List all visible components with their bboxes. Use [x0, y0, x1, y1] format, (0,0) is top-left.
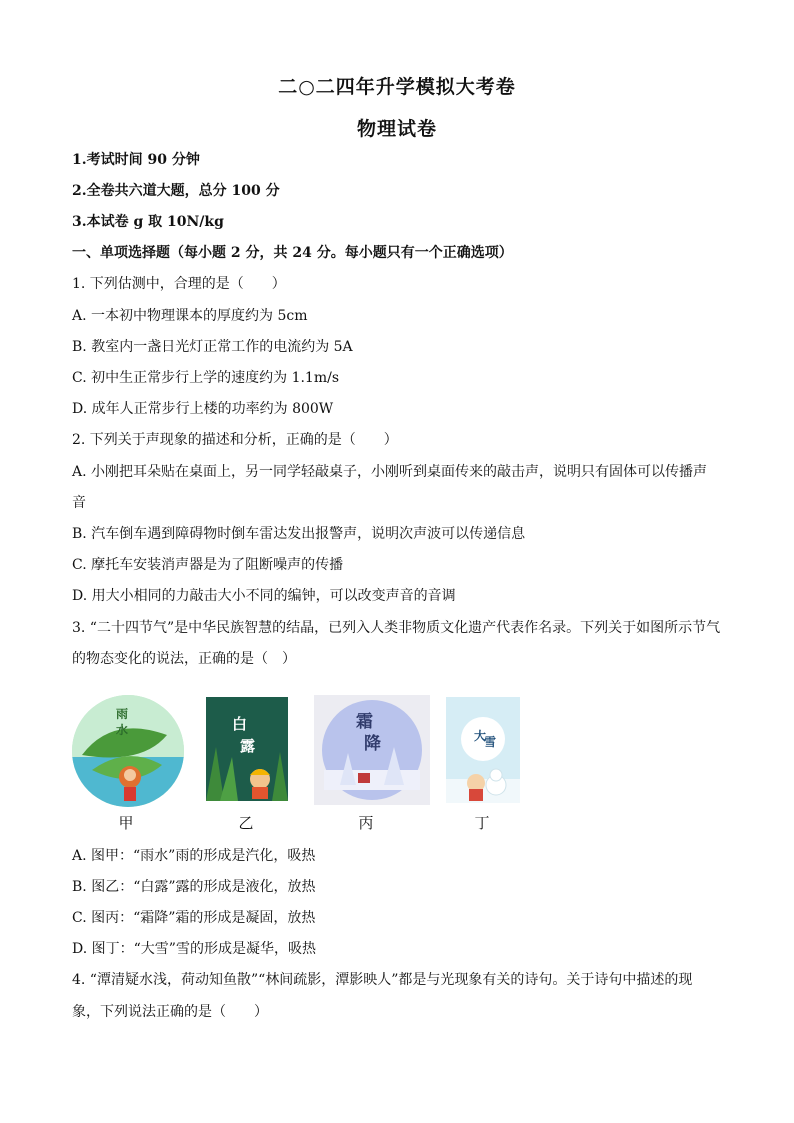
- q4-stem-line2: 象，下列说法正确的是（ ）: [72, 1004, 268, 1020]
- q2-option-b: B. 汽车倒车遇到障碍物时倒车雷达发出报警声，说明次声波可以传递信息: [72, 526, 526, 542]
- figure-caption-jia: 甲: [118, 814, 134, 832]
- q4-stem-line1: 4. “潭清疑水浅，荷动知鱼散”“林间疏影，潭影映人”都是与光现象有关的诗句。关于诗句中描述的现: [72, 972, 693, 988]
- q2-option-a-line1: A. 小刚把耳朵贴在桌面上，另一同学轻敲桌子，小刚听到桌面传来的敲击声，说明只有固体可以传播声: [72, 464, 708, 480]
- figure-yi-text-1: 白: [232, 715, 248, 733]
- q3-option-c: C. 图丙：“霜降”霜的形成是凝固，放热: [72, 910, 316, 926]
- q3-option-b: B. 图乙：“白露”露的形成是液化，放热: [72, 879, 316, 895]
- q1-option-b: B. 教室内一盏日光灯正常工作的电流约为 5A: [72, 339, 353, 355]
- figure-caption-yi: 乙: [238, 814, 254, 832]
- figure-yi-image: [206, 697, 288, 801]
- note-1: 1.考试时间 90 分钟: [72, 152, 200, 168]
- q1-option-c: C. 初中生正常步行上学的速度约为 1.1m/s: [72, 370, 340, 386]
- figure-jia-image: [72, 695, 184, 807]
- q2-option-a-line2: 音: [72, 495, 86, 511]
- figure-ding-text-2: 雪: [484, 735, 497, 749]
- q1-option-d: D. 成年人正常步行上楼的功率约为 800W: [72, 401, 334, 417]
- figure-bing-image: [314, 695, 430, 805]
- figure-jia-text-1: 雨: [116, 707, 129, 721]
- figure-bing-text-1: 霜: [356, 712, 373, 732]
- q1-stem: 1. 下列估测中，合理的是（ ）: [72, 276, 286, 292]
- figure-bing-text-2: 降: [364, 734, 381, 754]
- figure-yi-text-2: 露: [240, 737, 256, 755]
- figure-ding-text-1: 大: [474, 729, 487, 743]
- figure-caption-bing: 丙: [358, 814, 374, 832]
- exam-subtitle: 物理试卷: [356, 118, 437, 140]
- section-heading: 一、单项选择题（每小题 2 分，共 24 分。每小题只有一个正确选项）: [72, 245, 513, 261]
- q3-option-d: D. 图丁：“大雪”雪的形成是凝华，吸热: [72, 941, 316, 957]
- q2-option-c: C. 摩托车安装消声器是为了阻断噪声的传播: [72, 557, 344, 573]
- note-3: 3.本试卷 g 取 10N/kg: [72, 214, 224, 230]
- q1-option-a: A. 一本初中物理课本的厚度约为 5cm: [72, 308, 308, 324]
- figure-ding-image: [446, 697, 520, 803]
- figure-caption-ding: 丁: [474, 814, 490, 832]
- exam-title: 二○二四年升学模拟大考卷: [278, 76, 516, 98]
- q3-stem-line1: 3. “二十四节气”是中华民族智慧的结晶，已列入人类非物质文化遗产代表作名录。下列关于如图所示节气: [72, 620, 721, 636]
- q3-option-a: A. 图甲：“雨水”雨的形成是汽化，吸热: [72, 848, 316, 864]
- note-2: 2.全卷共六道大题，总分 100 分: [72, 183, 280, 199]
- q2-option-d: D. 用大小相同的力敲击大小不同的编钟，可以改变声音的音调: [72, 588, 456, 604]
- q2-stem: 2. 下列关于声现象的描述和分析，正确的是（ ）: [72, 432, 398, 448]
- figure-jia-text-2: 水: [116, 723, 129, 737]
- q3-stem-line2: 的物态变化的说法，正确的是（ ）: [72, 651, 296, 667]
